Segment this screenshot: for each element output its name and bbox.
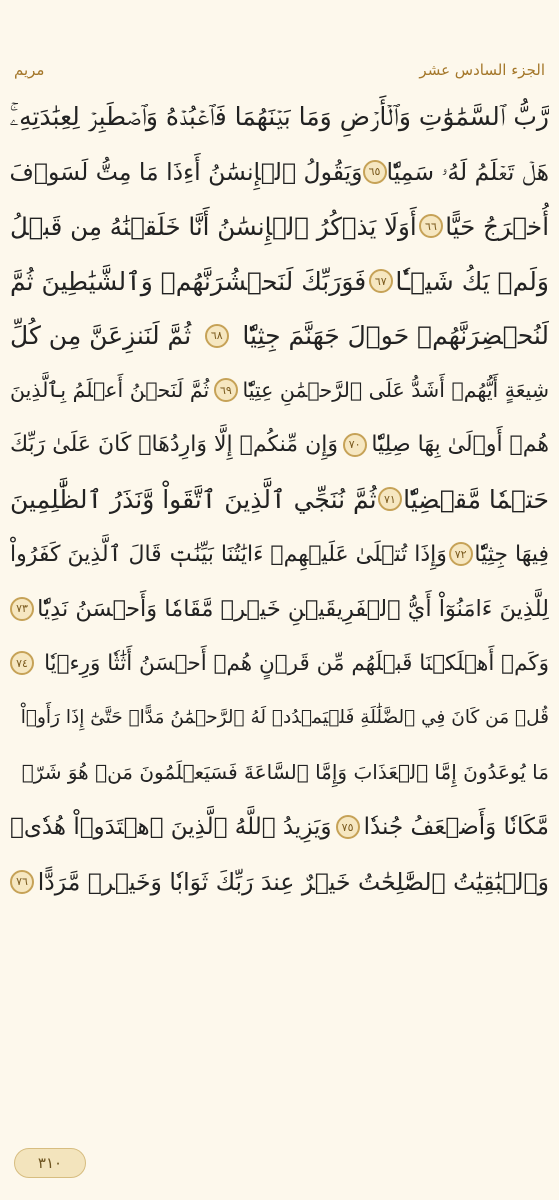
verse-line [10, 691, 549, 746]
verse-line [10, 581, 549, 636]
ayah-number-marker: ٦٩ [214, 378, 238, 402]
verse-text: ثُمَّ لَنَنزِعَنَّ مِن كُلِّ [10, 321, 192, 351]
verse-line [10, 90, 549, 145]
verse-text: حَتۡمٗا مَّقۡضِيّٗا [403, 484, 549, 514]
verse-text: وَٱلۡبَٰقِيَٰتُ ٱلصَّٰلِحَٰتُ خَيۡرٌ عِندَ رَبِّكَ ثَوَابٗا وَخَيۡرٞ مَّرَدًّا [37, 867, 549, 896]
verse-line [10, 363, 549, 418]
verse-text: مَا يُوعَدُونَ إِمَّا ٱلۡعَذَابَ وَإِمَّا ٱلسَّاعَةَ فَسَيَعۡلَمُونَ مَنۡ هُوَ شَرّٞ [21, 760, 549, 785]
ayah-number-marker: ٦٦ [419, 214, 443, 238]
verse-line [10, 636, 549, 691]
verse-text: وَكَمۡ أَهۡلَكۡنَا قَبۡلَهُم مِّن قَرۡنٍ هُمۡ أَحۡسَنُ أَثَٰثٗا وَرِءۡيٗا [44, 650, 549, 676]
verse-text: رَّبُّ ٱلسَّمَٰوَٰتِ وَٱلۡأَرۡضِ وَمَا بَيۡنَهُمَا فَٱعۡبُدۡهُ وَٱصۡطَبِرۡ لِعِبَٰدَتِهِۦۚ [10, 102, 549, 132]
ayah-number-marker: ٧٥ [336, 815, 360, 839]
ayah-number-marker: ٧١ [378, 487, 402, 511]
verse-text: وَيَقُولُ ٱلۡإِنسَٰنُ أَءِذَا مَا مِتُّ لَسَوۡفَ [10, 157, 363, 186]
verse-text: فَوَرَبِّكَ لَنَحۡشُرَنَّهُمۡ وَٱلشَّيَٰطِينَ ثُمَّ [10, 266, 367, 296]
verse-text: لِلَّذِينَ ءَامَنُوٓاْ أَيُّ ٱلۡفَرِيقَيۡنِ خَيۡرٞ مَّقَامٗا وَأَحۡسَنُ نَدِيّٗا [37, 595, 549, 622]
page-number: ٣١٠ [37, 1154, 63, 1172]
verse-text: لَنُحۡضِرَنَّهُمۡ حَوۡلَ جَهَنَّمَ جِثِيّٗا [242, 321, 549, 351]
verse-text: هُمۡ أَوۡلَىٰ بِهَا صِلِيّٗا [371, 432, 549, 458]
verse-line [10, 527, 549, 582]
verse-line [10, 745, 549, 800]
verse-line [10, 418, 549, 473]
ayah-number-marker: ٦٥ [363, 160, 387, 184]
verse-lines [10, 90, 549, 909]
verse-text: ثُمَّ لَنَحۡنُ أَعۡلَمُ بِٱلَّذِينَ [10, 378, 210, 403]
ayah-number-marker: ٧٠ [343, 433, 367, 457]
verse-text: وَإِذَا تُتۡلَىٰ عَلَيۡهِمۡ ءَايَٰتُنَا بَيِّنَٰتٖ قَالَ ٱلَّذِينَ كَفَرُواْ [10, 541, 447, 567]
verse-text: شِيعَةٍ أَيُّهُمۡ أَشَدُّ عَلَى ٱلرَّحۡمَٰنِ عِتِيّٗا [242, 378, 549, 403]
page-number-badge [14, 1148, 86, 1178]
juz-label: الجزء السادس عشر [419, 61, 545, 79]
verse-text: وَإِن مِّنكُمۡ إِلَّا وَارِدُهَاۚ كَانَ عَلَىٰ رَبِّكَ [10, 432, 338, 458]
verse-text: أُخۡرَجُ حَيًّا [445, 211, 549, 241]
verse-line [10, 199, 549, 254]
ayah-number-marker: ٦٧ [369, 269, 393, 293]
verse-text: فِيهَا جِثِيّٗا [474, 541, 549, 567]
ayah-number-marker: ٧٤ [10, 651, 34, 675]
verse-text: مَّكَانٗا وَأَضۡعَفُ جُندٗا [363, 814, 549, 841]
verse-text: قُلۡ مَن كَانَ فِي ٱلضَّلَٰلَةِ فَلۡيَمۡدُدۡ لَهُ ٱلرَّحۡمَٰنُ مَدًّاۚ حَتَّىٰٓ إِذَا رَأَوۡاْ [20, 707, 549, 729]
page-header [14, 55, 545, 85]
surah-name: مريم [14, 61, 45, 79]
ayah-number-marker: ٧٢ [449, 542, 473, 566]
verse-text: وَلَمۡ يَكُ شَيۡـٔٗا [395, 266, 549, 296]
verse-text: ثُمَّ نُنَجِّي ٱلَّذِينَ ٱتَّقَواْ وَّنَذَرُ ٱلظَّٰلِمِينَ [10, 484, 377, 514]
verse-text: وَيَزِيدُ ٱللَّهُ ٱلَّذِينَ ٱهۡتَدَوۡاْ هُدٗىۗ [10, 814, 332, 841]
verse-line [10, 472, 549, 527]
verse-line [10, 145, 549, 200]
ayah-number-marker: ٧٦ [10, 870, 34, 894]
verse-line [10, 308, 549, 363]
verse-line [10, 854, 549, 909]
verse-line [10, 800, 549, 855]
verse-text: هَلۡ تَعۡلَمُ لَهُۥ سَمِيّٗا [386, 157, 549, 186]
verse-text: أَوَلَا يَذۡكُرُ ٱلۡإِنسَٰنُ أَنَّا خَلَقۡنَٰهُ مِن قَبۡلُ [10, 211, 417, 241]
ayah-number-marker: ٦٨ [205, 324, 229, 348]
ayah-number-marker: ٧٣ [10, 597, 34, 621]
verse-line [10, 254, 549, 309]
